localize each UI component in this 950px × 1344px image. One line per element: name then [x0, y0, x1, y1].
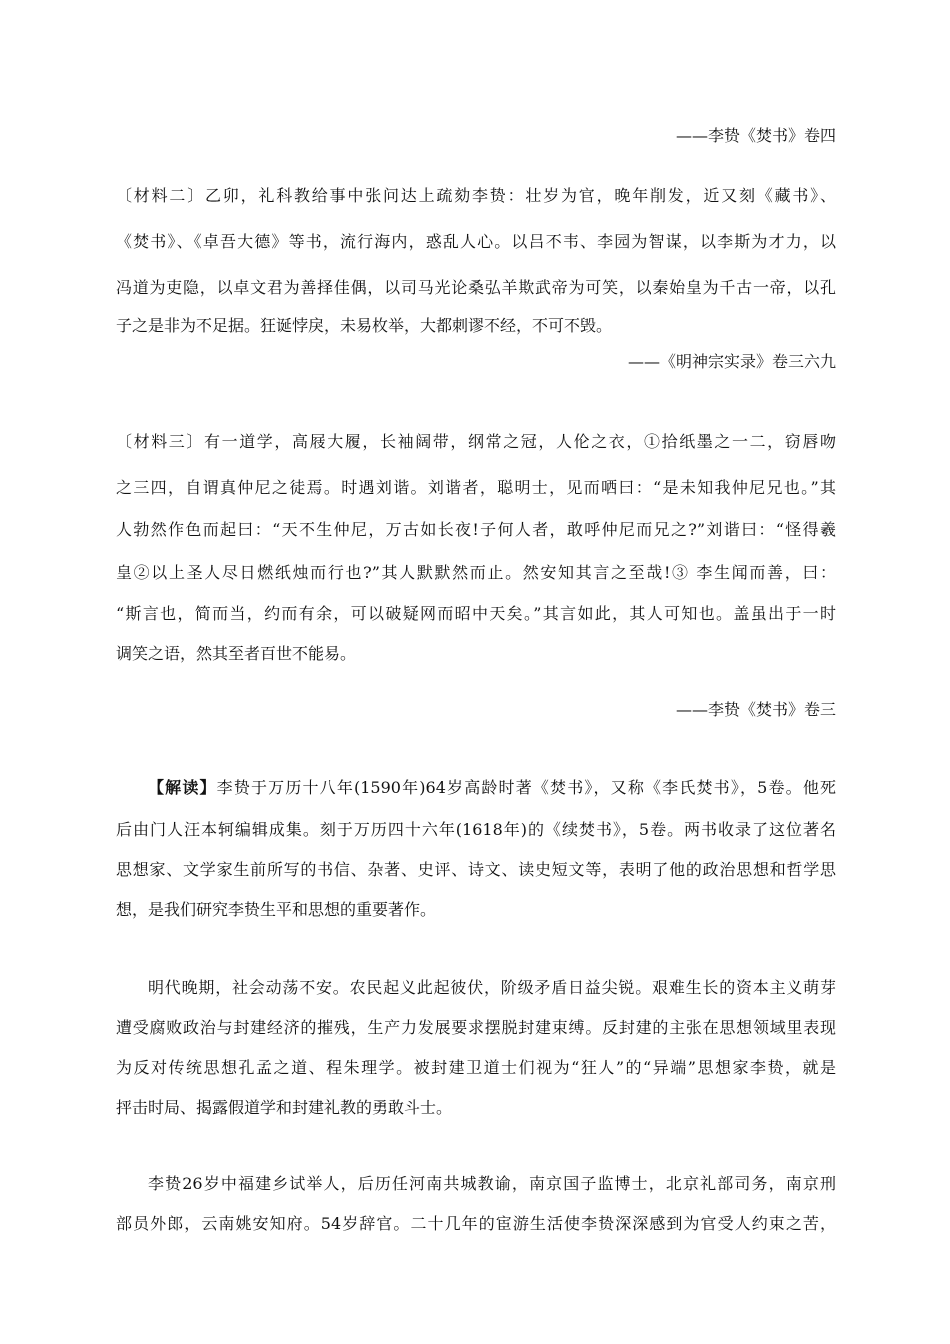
source-citation: ——李贽《焚书》卷三 — [675, 700, 836, 719]
interpretation-line: 思想家、文学家生前所写的书信、杂著、史评、诗文、读史短文等，表明了他的政治思想和哲学思 — [116, 860, 836, 879]
paragraph-line: 为反对传统思想孔孟之道、程朱理学。被封建卫道士们视为“狂人”的“异端”思想家李贽，就是 — [116, 1058, 836, 1077]
interpretation-text: 李贽于万历十八年(1590年)64岁高龄时著《焚书》，又称《李氏焚书》，5卷。他死 — [216, 778, 836, 797]
material-two-line: 〔材料二〕乙卯，礼科教给事中张问达上疏劾李贽：壮岁为官，晚年削发，近又刻《藏书》、 — [116, 186, 836, 205]
paragraph-line: 明代晚期，社会动荡不安。农民起义此起彼伏，阶级矛盾日益尖锐。艰难生长的资本主义萌芽 — [148, 978, 836, 997]
interpretation-first-line — [148, 778, 836, 798]
interpretation-line: 想，是我们研究李贽生平和思想的重要著作。 — [116, 900, 437, 919]
paragraph-line: 抨击时局、揭露假道学和封建礼教的勇敢斗士。 — [116, 1098, 453, 1117]
interpretation-line: 后由门人汪本轲编辑成集。刻于万历四十六年(1618年)的《续焚书》，5卷。两书收录了这位著名 — [116, 820, 836, 839]
paragraph-line: 部员外郎，云南姚安知府。54岁辞官。二十几年的宦游生活使李贽深深感到为官受人约束之苦， — [116, 1214, 836, 1233]
material-three-line: 皇②以上圣人尽日燃纸烛而行也?”其人默默然而止。然安知其言之至哉!③ 李生闻而善，曰： — [116, 563, 836, 582]
material-three-line: “斯言也，简而当，约而有余，可以破疑网而昭中天矣。”其言如此，其人可知也。盖虽出于一时 — [116, 604, 836, 623]
source-citation: ——李贽《焚书》卷四 — [675, 126, 836, 145]
material-two-line: 《焚书》、《卓吾大德》等书，流行海内，惑乱人心。以吕不韦、李园为智谋，以李斯为才力，以 — [116, 232, 836, 251]
material-two-line: 冯道为吏隐，以卓文君为善择佳偶，以司马光论桑弘羊欺武帝为可笑，以秦始皇为千古一帝，以孔 — [116, 278, 836, 297]
paragraph-line: 李贽26岁中福建乡试举人，后历任河南共城教谕，南京国子监博士，北京礼部司务，南京刑 — [148, 1174, 836, 1193]
material-three-line: 之三四，自谓真仲尼之徒焉。时遇刘谐。刘谐者，聪明士，见而哂曰：“是未知我仲尼兄也。”其 — [116, 478, 836, 497]
source-citation: ——《明神宗实录》卷三六九 — [627, 352, 836, 371]
material-three-line: 人勃然作色而起曰：“天不生仲尼，万古如长夜!子何人者，敢呼仲尼而兄之?”刘谐曰：“怪得羲 — [116, 520, 836, 539]
interpretation-label: 【解读】 — [148, 778, 217, 797]
material-three-line: 〔材料三〕有一道学，高屐大履，长袖阔带，纲常之冠，人伦之衣，①拾纸墨之一二，窃唇吻 — [116, 432, 836, 451]
paragraph-line: 遭受腐败政治与封建经济的摧残，生产力发展要求摆脱封建束缚。反封建的主张在思想领域里表现 — [116, 1018, 836, 1037]
material-two-line: 子之是非为不足据。狂诞悖戾，未易枚举，大都刺谬不经，不可不毁。 — [116, 316, 613, 335]
material-three-line: 调笑之语，然其至者百世不能易。 — [116, 644, 357, 663]
